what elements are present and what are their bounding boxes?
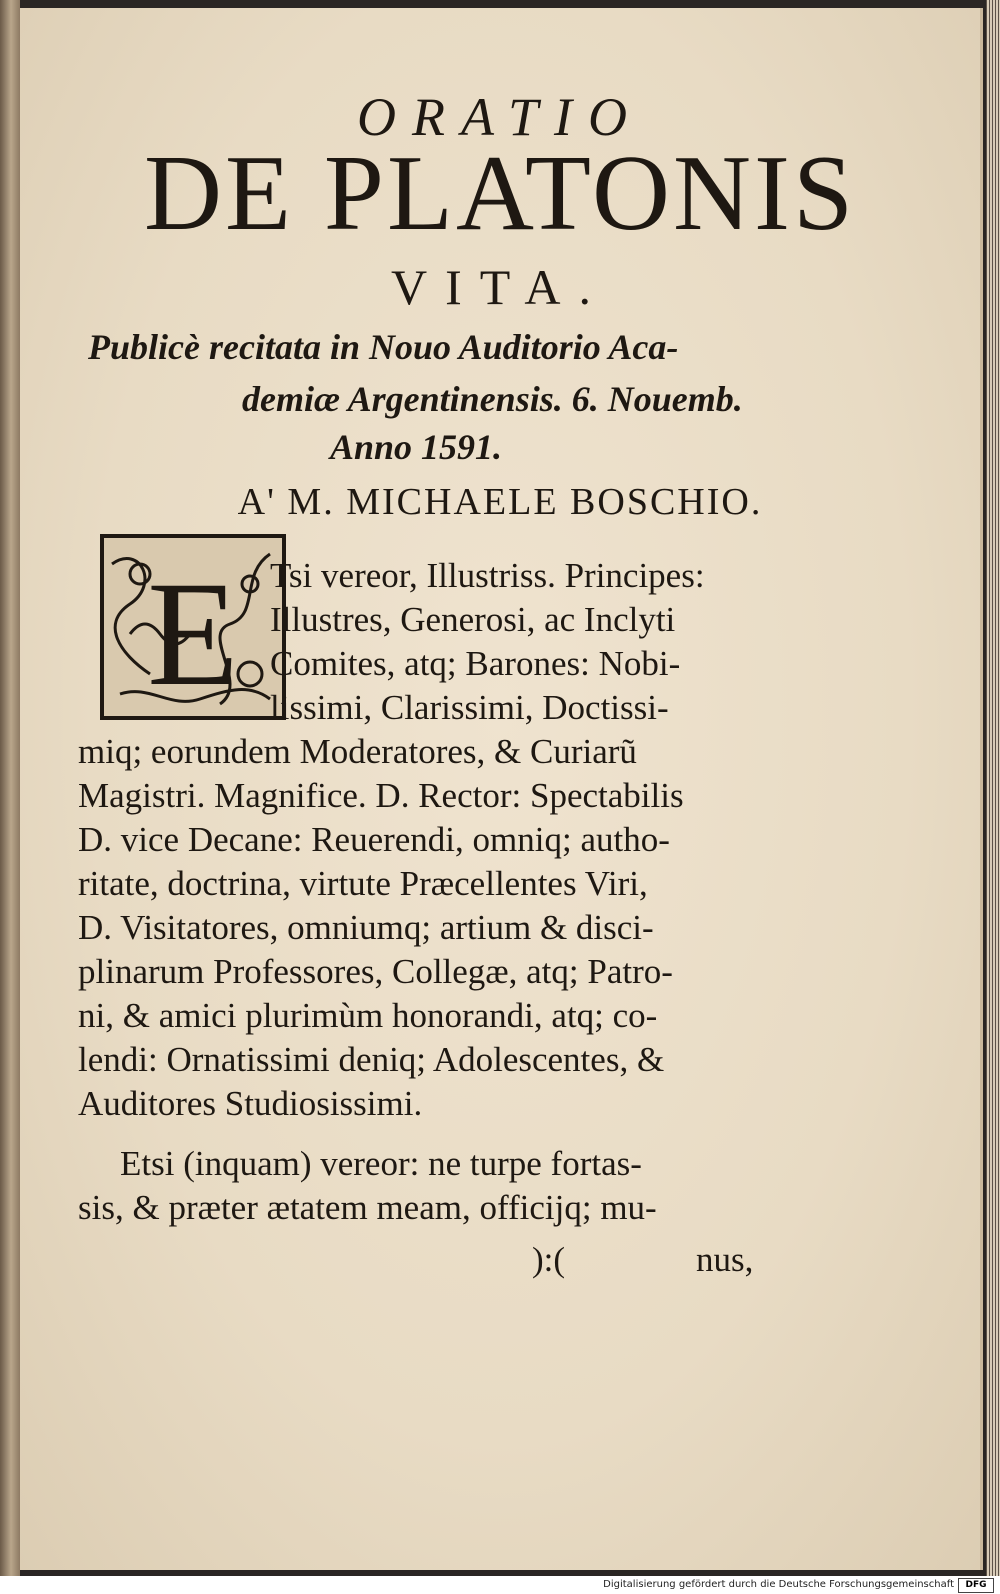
subtitle-line-1: Publicè recitata in Nouo Auditorio Aca- bbox=[88, 327, 679, 367]
dfg-logo-icon: DFG bbox=[958, 1578, 994, 1593]
body-line: Illustres, Generosi, ac Inclyti bbox=[270, 600, 676, 639]
body-line: lissimi, Clarissimi, Doctissi- bbox=[270, 688, 669, 727]
body-line: plinarum Professores, Collegæ, atq; Patro- bbox=[78, 952, 673, 991]
body-line: Etsi (inquam) vereor: ne turpe fortas- bbox=[120, 1144, 642, 1183]
author-line: A' M. MICHAELE BOSCHIO. bbox=[237, 481, 763, 523]
book-edge bbox=[986, 0, 1000, 1576]
footer-credit: Digitalisierung gefördert durch die Deutsche Forschungsgemeinschaft bbox=[603, 1579, 954, 1590]
body-line: lendi: Ornatissimi deniq; Adolescentes, & bbox=[78, 1040, 665, 1079]
title-de-platonis: DE PLATONIS bbox=[143, 134, 857, 253]
body-line: D. Visitatores, omniumq; artium & disci- bbox=[78, 908, 654, 947]
title-oratio: ORATIO bbox=[357, 87, 643, 147]
signature-mark: ):( bbox=[532, 1240, 566, 1279]
body-line: Magistri. Magnifice. D. Rector: Spectabilis bbox=[78, 776, 684, 815]
subtitle-line-2: demiæ Argentinensis. 6. Nouemb. bbox=[242, 379, 743, 419]
body-line: D. vice Decane: Reuerendi, omniq; autho- bbox=[78, 820, 670, 859]
catchword: nus, bbox=[696, 1240, 754, 1279]
body-line: Comites, atq; Barones: Nobi- bbox=[270, 644, 681, 683]
body-line: sis, & præter ætatem meam, officijq; mu- bbox=[78, 1188, 657, 1227]
body-line: Tsi vereor, Illustriss. Principes: bbox=[270, 556, 705, 595]
title-vita: VITA. bbox=[391, 259, 609, 315]
subtitle-line-3: Anno 1591. bbox=[330, 427, 503, 467]
body-line: miq; eorundem Moderatores, & Curiarũ bbox=[78, 732, 637, 771]
body-line: ritate, doctrina, virtute Præcellentes Viri, bbox=[78, 864, 648, 903]
book-page bbox=[20, 8, 983, 1570]
facing-page-edge bbox=[0, 0, 20, 1576]
body-line: ni, & amici plurimùm honorandi, atq; co- bbox=[78, 996, 658, 1035]
body-line: Auditores Studiosissimi. bbox=[78, 1084, 423, 1123]
decorated-initial-icon bbox=[100, 534, 286, 720]
initial-letter: E bbox=[147, 551, 239, 717]
